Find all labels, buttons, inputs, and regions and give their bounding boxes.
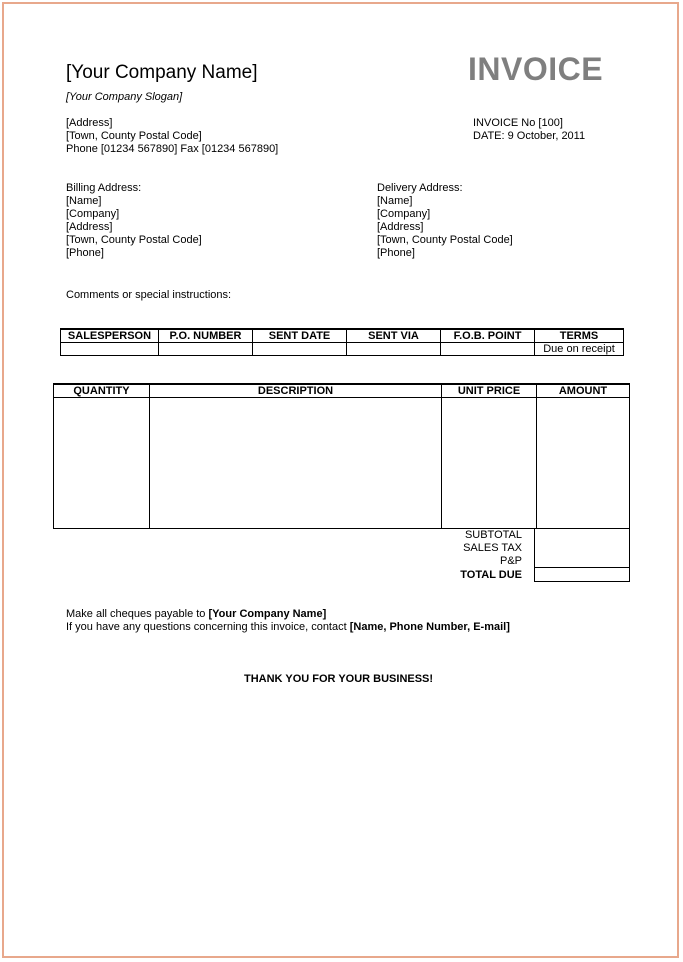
items-amount-cell[interactable] (537, 398, 630, 529)
billing-line: [Name] (66, 195, 102, 207)
billing-line: [Town, County Postal Code] (66, 234, 202, 246)
thank-you-message: THANK YOU FOR YOUR BUSINESS! (244, 673, 434, 685)
company-name: [Your Company Name] (66, 62, 258, 83)
items-header-unit-price: UNIT PRICE (442, 384, 537, 398)
order-meta-table (60, 328, 624, 356)
comments-label: Comments or special instructions: (66, 289, 232, 301)
line-items-table (53, 383, 630, 529)
questions-text: If you have any questions concerning this invoice, contact (66, 621, 350, 633)
billing-line: [Address] (66, 221, 113, 233)
cheques-line (66, 608, 326, 621)
meta-header-sent-via: SENT VIA (347, 329, 441, 343)
meta-value-sent-date[interactable] (253, 343, 347, 356)
address-line: [Address] (66, 117, 113, 129)
delivery-line: [Town, County Postal Code] (377, 234, 513, 246)
items-header-row (54, 384, 630, 398)
meta-header-row (61, 329, 624, 343)
total-due-box[interactable] (534, 567, 630, 582)
meta-value-salesperson[interactable] (61, 343, 159, 356)
items-header-amount: AMOUNT (537, 384, 630, 398)
sales-tax-label: SALES TAX (463, 542, 522, 554)
company-slogan: [Your Company Slogan] (66, 91, 183, 103)
items-description-cell[interactable] (150, 398, 442, 529)
subtotal-tax-box[interactable] (534, 528, 630, 568)
items-header-quantity: QUANTITY (54, 384, 150, 398)
billing-address (66, 182, 202, 260)
billing-heading: Billing Address: (66, 182, 142, 194)
meta-header-salesperson: SALESPERSON (61, 329, 159, 343)
meta-value-sent-via[interactable] (347, 343, 441, 356)
invoice-date: DATE: 9 October, 2011 (473, 130, 586, 142)
meta-value-po-number[interactable] (159, 343, 253, 356)
delivery-line: [Company] (377, 208, 431, 220)
company-address (66, 117, 278, 156)
phone-fax: Phone [01234 567890] Fax [01234 567890] (66, 143, 279, 155)
invoice-number: INVOICE No [100] (473, 117, 563, 129)
cheques-text: Make all cheques payable to (66, 608, 209, 620)
delivery-line: [Name] (377, 195, 413, 207)
questions-contact: [Name, Phone Number, E-mail] (349, 621, 510, 633)
invoice-title: INVOICE (468, 51, 604, 87)
invoice-info (473, 117, 585, 143)
cheques-company: [Your Company Name] (208, 608, 327, 620)
meta-value-row (61, 343, 624, 356)
questions-line (66, 621, 510, 634)
meta-header-sent-date: SENT DATE (253, 329, 347, 343)
delivery-address (377, 182, 513, 260)
delivery-heading: Delivery Address: (377, 182, 463, 194)
address-line: [Town, County Postal Code] (66, 130, 202, 142)
billing-line: [Phone] (66, 247, 104, 259)
delivery-line: [Address] (377, 221, 424, 233)
items-unit-price-cell[interactable] (442, 398, 537, 529)
meta-header-po-number: P.O. NUMBER (159, 329, 253, 343)
delivery-line: [Phone] (377, 247, 415, 259)
meta-header-fob-point: F.O.B. POINT (441, 329, 535, 343)
billing-line: [Company] (66, 208, 120, 220)
items-quantity-cell[interactable] (54, 398, 150, 529)
total-due-label: TOTAL DUE (460, 569, 522, 581)
meta-header-terms: TERMS (535, 329, 624, 343)
items-header-description: DESCRIPTION (150, 384, 442, 398)
items-body-row (54, 398, 630, 529)
meta-value-terms[interactable]: Due on receipt (535, 343, 624, 356)
pp-label: P&P (499, 555, 522, 567)
subtotal-label: SUBTOTAL (464, 529, 522, 541)
meta-value-fob-point[interactable] (441, 343, 535, 356)
